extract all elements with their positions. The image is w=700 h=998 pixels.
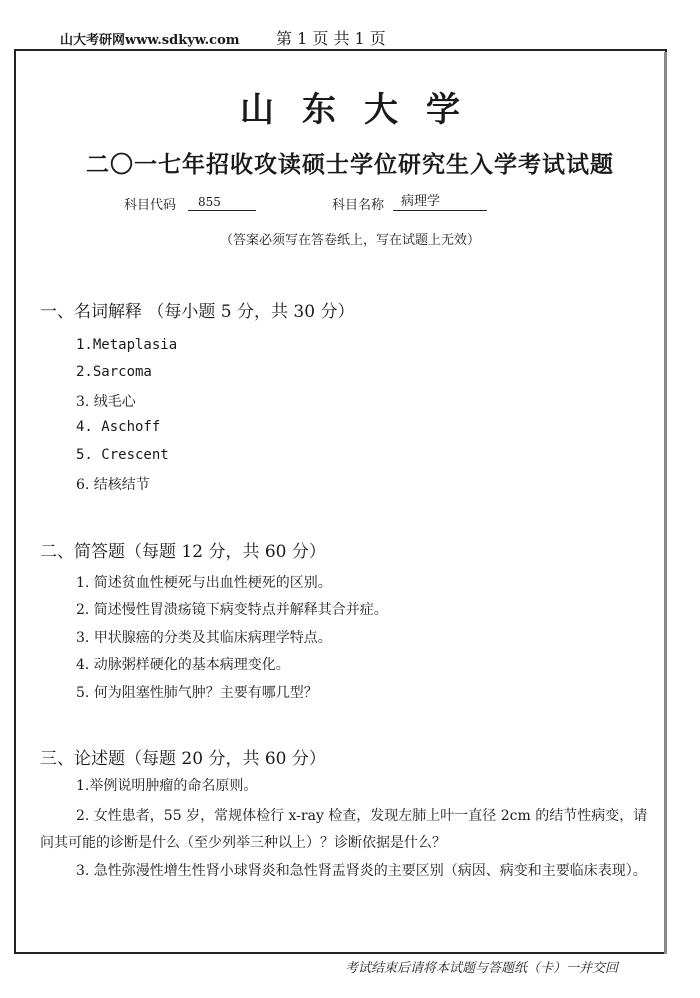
page-number: 第 1 页 共 1 页 — [276, 29, 386, 48]
subject-code: 855 — [188, 194, 256, 211]
university-title: 山东大学 — [240, 90, 488, 130]
section-heading-essay: 三、论述题（每题 20 分，共 60 分） — [40, 749, 326, 769]
list-item: 2.Sarcoma — [76, 364, 152, 380]
answer-note: （答案必须写在答卷纸上，写在试题上无效） — [219, 233, 480, 248]
list-item: 2. 女性患者，55 岁，常规体检行 x-ray 检查，发现左肺上叶一直径 2cm 的结节性病变，请问其可能的诊断是什么（至少列举三种以上）？诊断依据是什么？ — [40, 808, 648, 851]
subject-code-label: 科目代码 — [124, 198, 177, 213]
border-shadow — [664, 52, 667, 954]
section-heading-definitions: 一、名词解释 （每小题 5 分，共 30 分） — [40, 302, 355, 322]
footer-note: 考试结束后请将本试题与答题纸（卡）一并交回 — [345, 961, 619, 976]
site-watermark: 山大考研网www.sdkyw.com — [60, 33, 240, 48]
subject-name-label: 科目名称 — [332, 198, 385, 213]
list-item: 1.举例说明肿瘤的命名原则。 — [76, 778, 258, 794]
list-item: 3. 急性弥漫性增生性肾小球肾炎和急性肾盂肾炎的主要区别（病因、病变和主要临床表现）。 — [76, 863, 647, 879]
list-item: 5. 何为阻塞性肺气肿？主要有哪几型？ — [76, 685, 318, 701]
list-item: 5. Crescent — [76, 447, 169, 463]
exam-title: 二〇一七年招收攻读硕士学位研究生入学考试试题 — [86, 151, 614, 178]
list-item: 4. Aschoff — [76, 419, 161, 435]
section-heading-short-answer: 二、简答题（每题 12 分，共 60 分） — [40, 542, 326, 562]
list-item: 1.Metaplasia — [76, 337, 178, 353]
list-item: 2. 简述慢性胃溃疡镜下病变特点并解释其合并症。 — [76, 602, 388, 618]
list-item: 1. 简述贫血性梗死与出血性梗死的区别。 — [76, 575, 332, 591]
list-item: 6. 结核结节 — [76, 477, 150, 493]
list-item: 4. 动脉粥样硬化的基本病理变化。 — [76, 657, 290, 673]
list-item: 3. 绒毛心 — [76, 394, 136, 410]
list-item: 3. 甲状腺癌的分类及其临床病理学特点。 — [76, 630, 332, 646]
subject-name: 病理学 — [393, 194, 487, 211]
